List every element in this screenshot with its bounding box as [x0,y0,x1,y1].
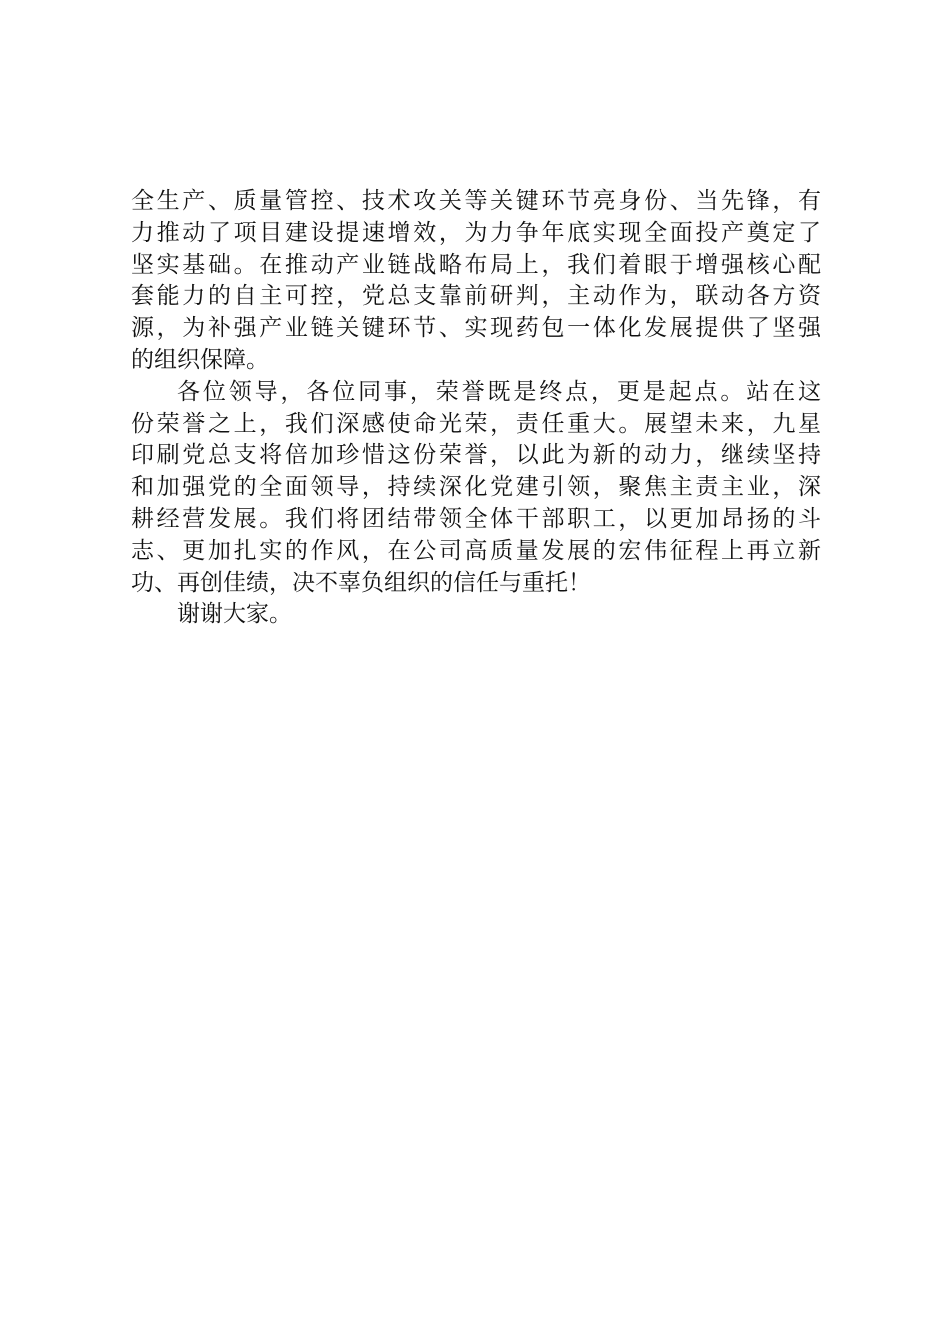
paragraph-line: 全生产、质量管控、技术攻关等关键环节亮身份、当先锋，有 [131,188,821,214]
paragraph-closing [131,599,821,631]
paragraph-line: 源，为补强产业链关键环节、实现药包一体化发展提供了坚强 [131,315,821,342]
document-body [131,186,821,631]
paragraph-line: 的组织保障。 [131,346,269,373]
paragraph-line: 志、更加扎实的作风，在公司高质量发展的宏伟征程上再立新 [131,537,821,564]
paragraph-line: 力推动了项目建设提速增效，为力争年底实现全面投产奠定了 [131,219,821,246]
paragraph-line: 印刷党总支将倍加珍惜这份荣誉，以此为新的动力，继续坚持 [131,442,821,469]
paragraph-line: 耕经营发展。我们将团结带领全体干部职工，以更加昂扬的斗 [131,505,821,532]
paragraph-achievements [131,186,821,377]
paragraph-line: 各位领导，各位同事，荣誉既是终点，更是起点。站在这 [177,378,821,405]
paragraph-line: 功、再创佳绩，决不辜负组织的信任与重托！ [131,569,591,596]
paragraph-line: 套能力的自主可控，党总支靠前研判，主动作为，联动各方资 [131,283,821,310]
paragraph-line: 份荣誉之上，我们深感使命光荣，责任重大。展望未来，九星 [131,410,821,437]
paragraph-outlook [131,377,821,600]
closing-line: 谢谢大家。 [177,601,292,628]
paragraph-line: 和加强党的全面领导，持续深化党建引领，聚焦主责主业，深 [131,474,821,501]
paragraph-line: 坚实基础。在推动产业链战略布局上，我们着眼于增强核心配 [131,251,821,278]
